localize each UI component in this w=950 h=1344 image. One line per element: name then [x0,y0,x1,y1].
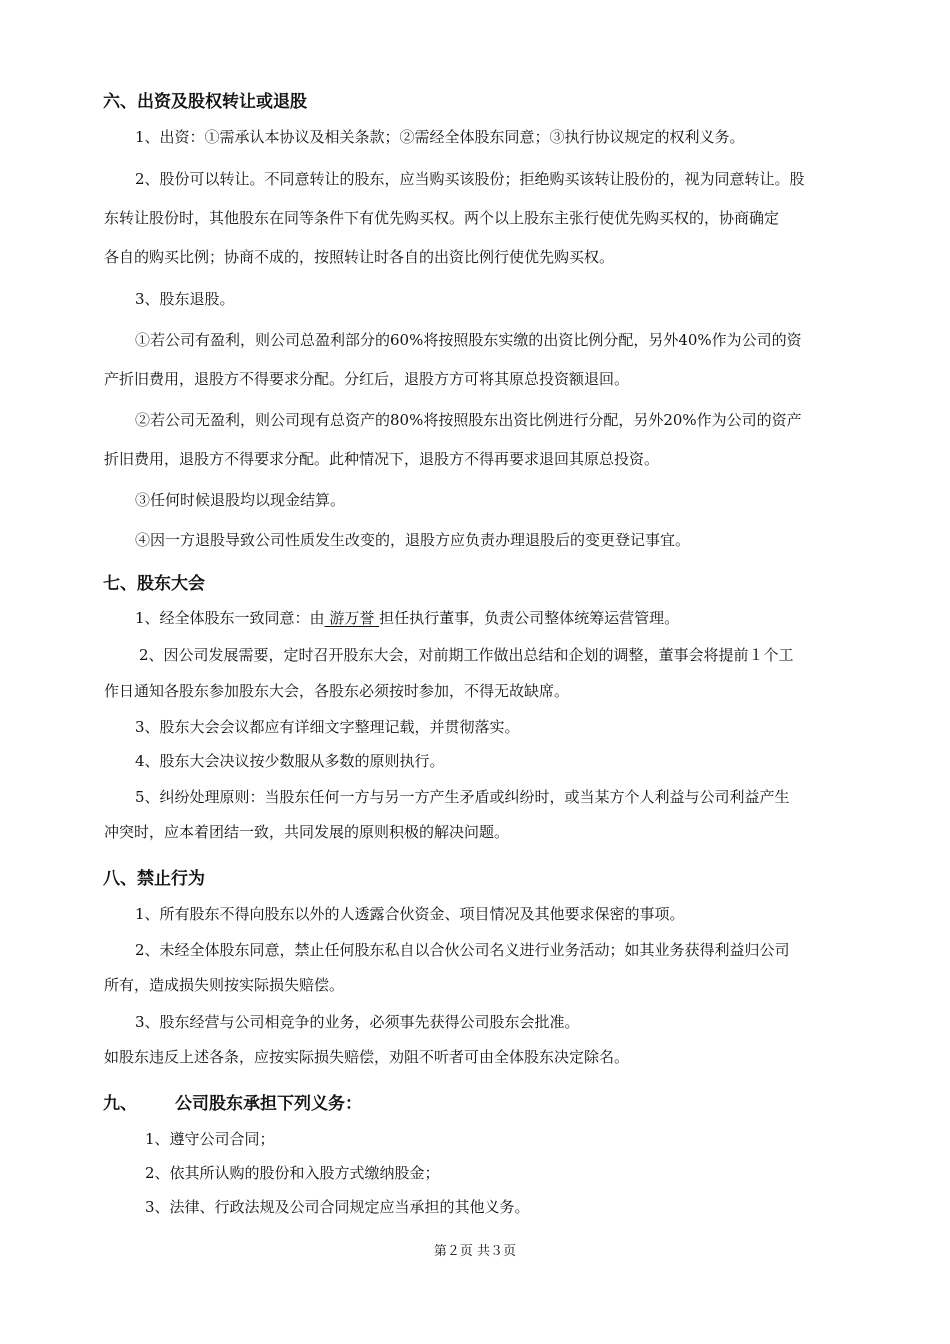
page-number-footer: 第２页 共３页 [433,1244,517,1259]
s6-para-7: ④因一方退股导致公司性质发生改变的，退股方应负责办理退股后的变更登记事宜。 [135,531,691,549]
s6-para-4-line-2: 产折旧费用，退股方不得要求分配。分红后，退股方方可将其原总投资额退回。 [104,370,630,388]
s6-para-2-line-3: 各自的购买比例；协商不成的，按照转让时各自的出资比例行使优先购买权。 [104,248,615,266]
s8-para-1: 1、所有股东不得向股东以外的人透露合伙资金、项目情况及其他要求保密的事项。 [135,905,685,923]
s6-para-2-line-2: 东转让股份时，其他股东在同等条件下有优先购买权。两个以上股东主张行使优先购买权的，协商确定 [104,209,780,227]
s7-para-1-text-a: 1、经全体股东一致同意：由 [135,609,325,627]
s6-para-3: 3、股东退股。 [135,290,235,308]
s9-item-3: 3、法律、行政法规及公司合同规定应当承担的其他义务。 [145,1198,530,1216]
s7-para-1-text-b: 担任执行董事，负责公司整体统筹运营管理。 [379,609,680,627]
s6-para-2-line-1: 2、股份可以转让。不同意转让的股东，应当购买该股份；拒绝购买该转让股份的，视为同意转让。股 [135,170,805,188]
s6-para-6: ③任何时候退股均以现金结算。 [135,491,346,509]
s8-para-2-line-2: 所有，造成损失则按实际损失赔偿。 [104,976,345,994]
section-7-heading: 七、股东大会 [103,574,205,594]
s7-para-4: 4、股东大会决议按少数服从多数的原则执行。 [135,752,445,770]
section-8-heading: 八、禁止行为 [103,869,205,889]
s7-para-2-line-2: 作日通知各股东参加股东大会，各股东必须按时参加，不得无故缺席。 [104,682,570,700]
section-6-heading: 六、出资及股权转让或退股 [103,92,307,112]
section-9-heading [103,1092,362,1116]
s7-para-1 [135,606,679,630]
s8-para-2-line-1: 2、未经全体股东同意，禁止任何股东私自以合伙公司名义进行业务活动；如其业务获得利益归公司 [135,941,790,959]
s6-para-5-line-1: ②若公司无盈利，则公司现有总资产的80%将按照股东出资比例进行分配，另外20%作为公司的资产 [135,411,802,429]
s8-para-3: 3、股东经营与公司相竞争的业务，必须事先获得公司股东会批准。 [135,1013,580,1031]
executive-director-name: 游万誉 [324,609,380,627]
s9-item-2: 2、依其所认购的股份和入股方式缴纳股金； [145,1164,440,1182]
s6-para-4-line-1: ①若公司有盈利，则公司总盈利部分的60%将按照股东实缴的出资比例分配，另外40%作为公司的资 [135,331,802,349]
s7-para-5-line-2: 冲突时，应本着团结一致，共同发展的原则积极的解决问题。 [104,823,510,841]
s7-para-5-line-1: 5、纠纷处理原则：当股东任何一方与另一方产生矛盾或纠纷时，或当某方个人利益与公司利益产生 [135,788,790,806]
s7-para-2-line-1: 2、因公司发展需要，定时召开股东大会，对前期工作做出总结和企划的调整，董事会将提前１个工 [139,646,794,664]
s8-para-4: 如股东违反上述各条，应按实际损失赔偿，劝阻不听者可由全体股东决定除名。 [104,1048,630,1066]
s9-item-1: 1、遵守公司合同； [145,1130,275,1148]
section-9-number: 九、 [103,1094,137,1114]
section-9-title: 公司股东承担下列义务： [175,1094,362,1114]
s6-para-1: 1、出资：①需承认本协议及相关条款；②需经全体股东同意；③执行协议规定的权利义务。 [135,128,745,146]
s6-para-5-line-2: 折旧费用，退股方不得要求分配。此种情况下，退股方不得再要求退回其原总投资。 [104,450,660,468]
s7-para-3: 3、股东大会会议都应有详细文字整理记载，并贯彻落实。 [135,718,520,736]
